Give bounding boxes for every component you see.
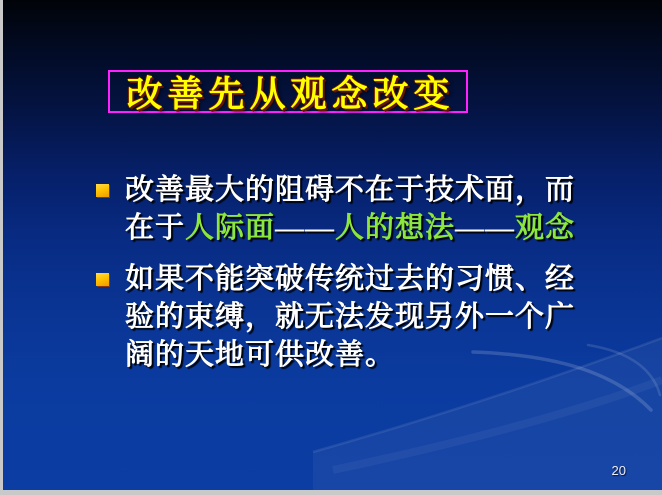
text-segment: 改善最大的阻碍不在于技术面，而 — [125, 174, 576, 206]
text-segment: 观念 — [515, 212, 576, 244]
slide-title: 改善先从观念改变 — [126, 74, 455, 114]
bullet-line — [125, 336, 606, 374]
bullet-list — [96, 171, 606, 374]
text-segment: —— — [455, 212, 516, 244]
bullet-line — [125, 209, 606, 247]
text-segment: 在于 — [125, 212, 186, 244]
title-box — [108, 70, 468, 113]
bullet-item — [96, 260, 606, 374]
text-segment: —— — [275, 212, 336, 244]
slide — [3, 0, 662, 490]
bullet-line — [125, 260, 606, 298]
text-segment: 阔的天地可供改善。 — [125, 339, 396, 371]
bullet-item — [96, 171, 606, 247]
text-segment: 人际面 — [185, 212, 276, 244]
text-segment: 如果不能突破传统过去的习惯、经 — [125, 263, 576, 295]
bullet-line — [125, 298, 606, 336]
text-segment: 人的想法 — [335, 212, 456, 244]
bullet-line — [125, 171, 606, 209]
page-number: 20 — [611, 463, 626, 478]
bullet-square-icon — [96, 184, 109, 197]
bullet-square-icon — [96, 273, 109, 286]
text-segment: 验的束缚，就无法发现另外一个广 — [125, 301, 576, 333]
